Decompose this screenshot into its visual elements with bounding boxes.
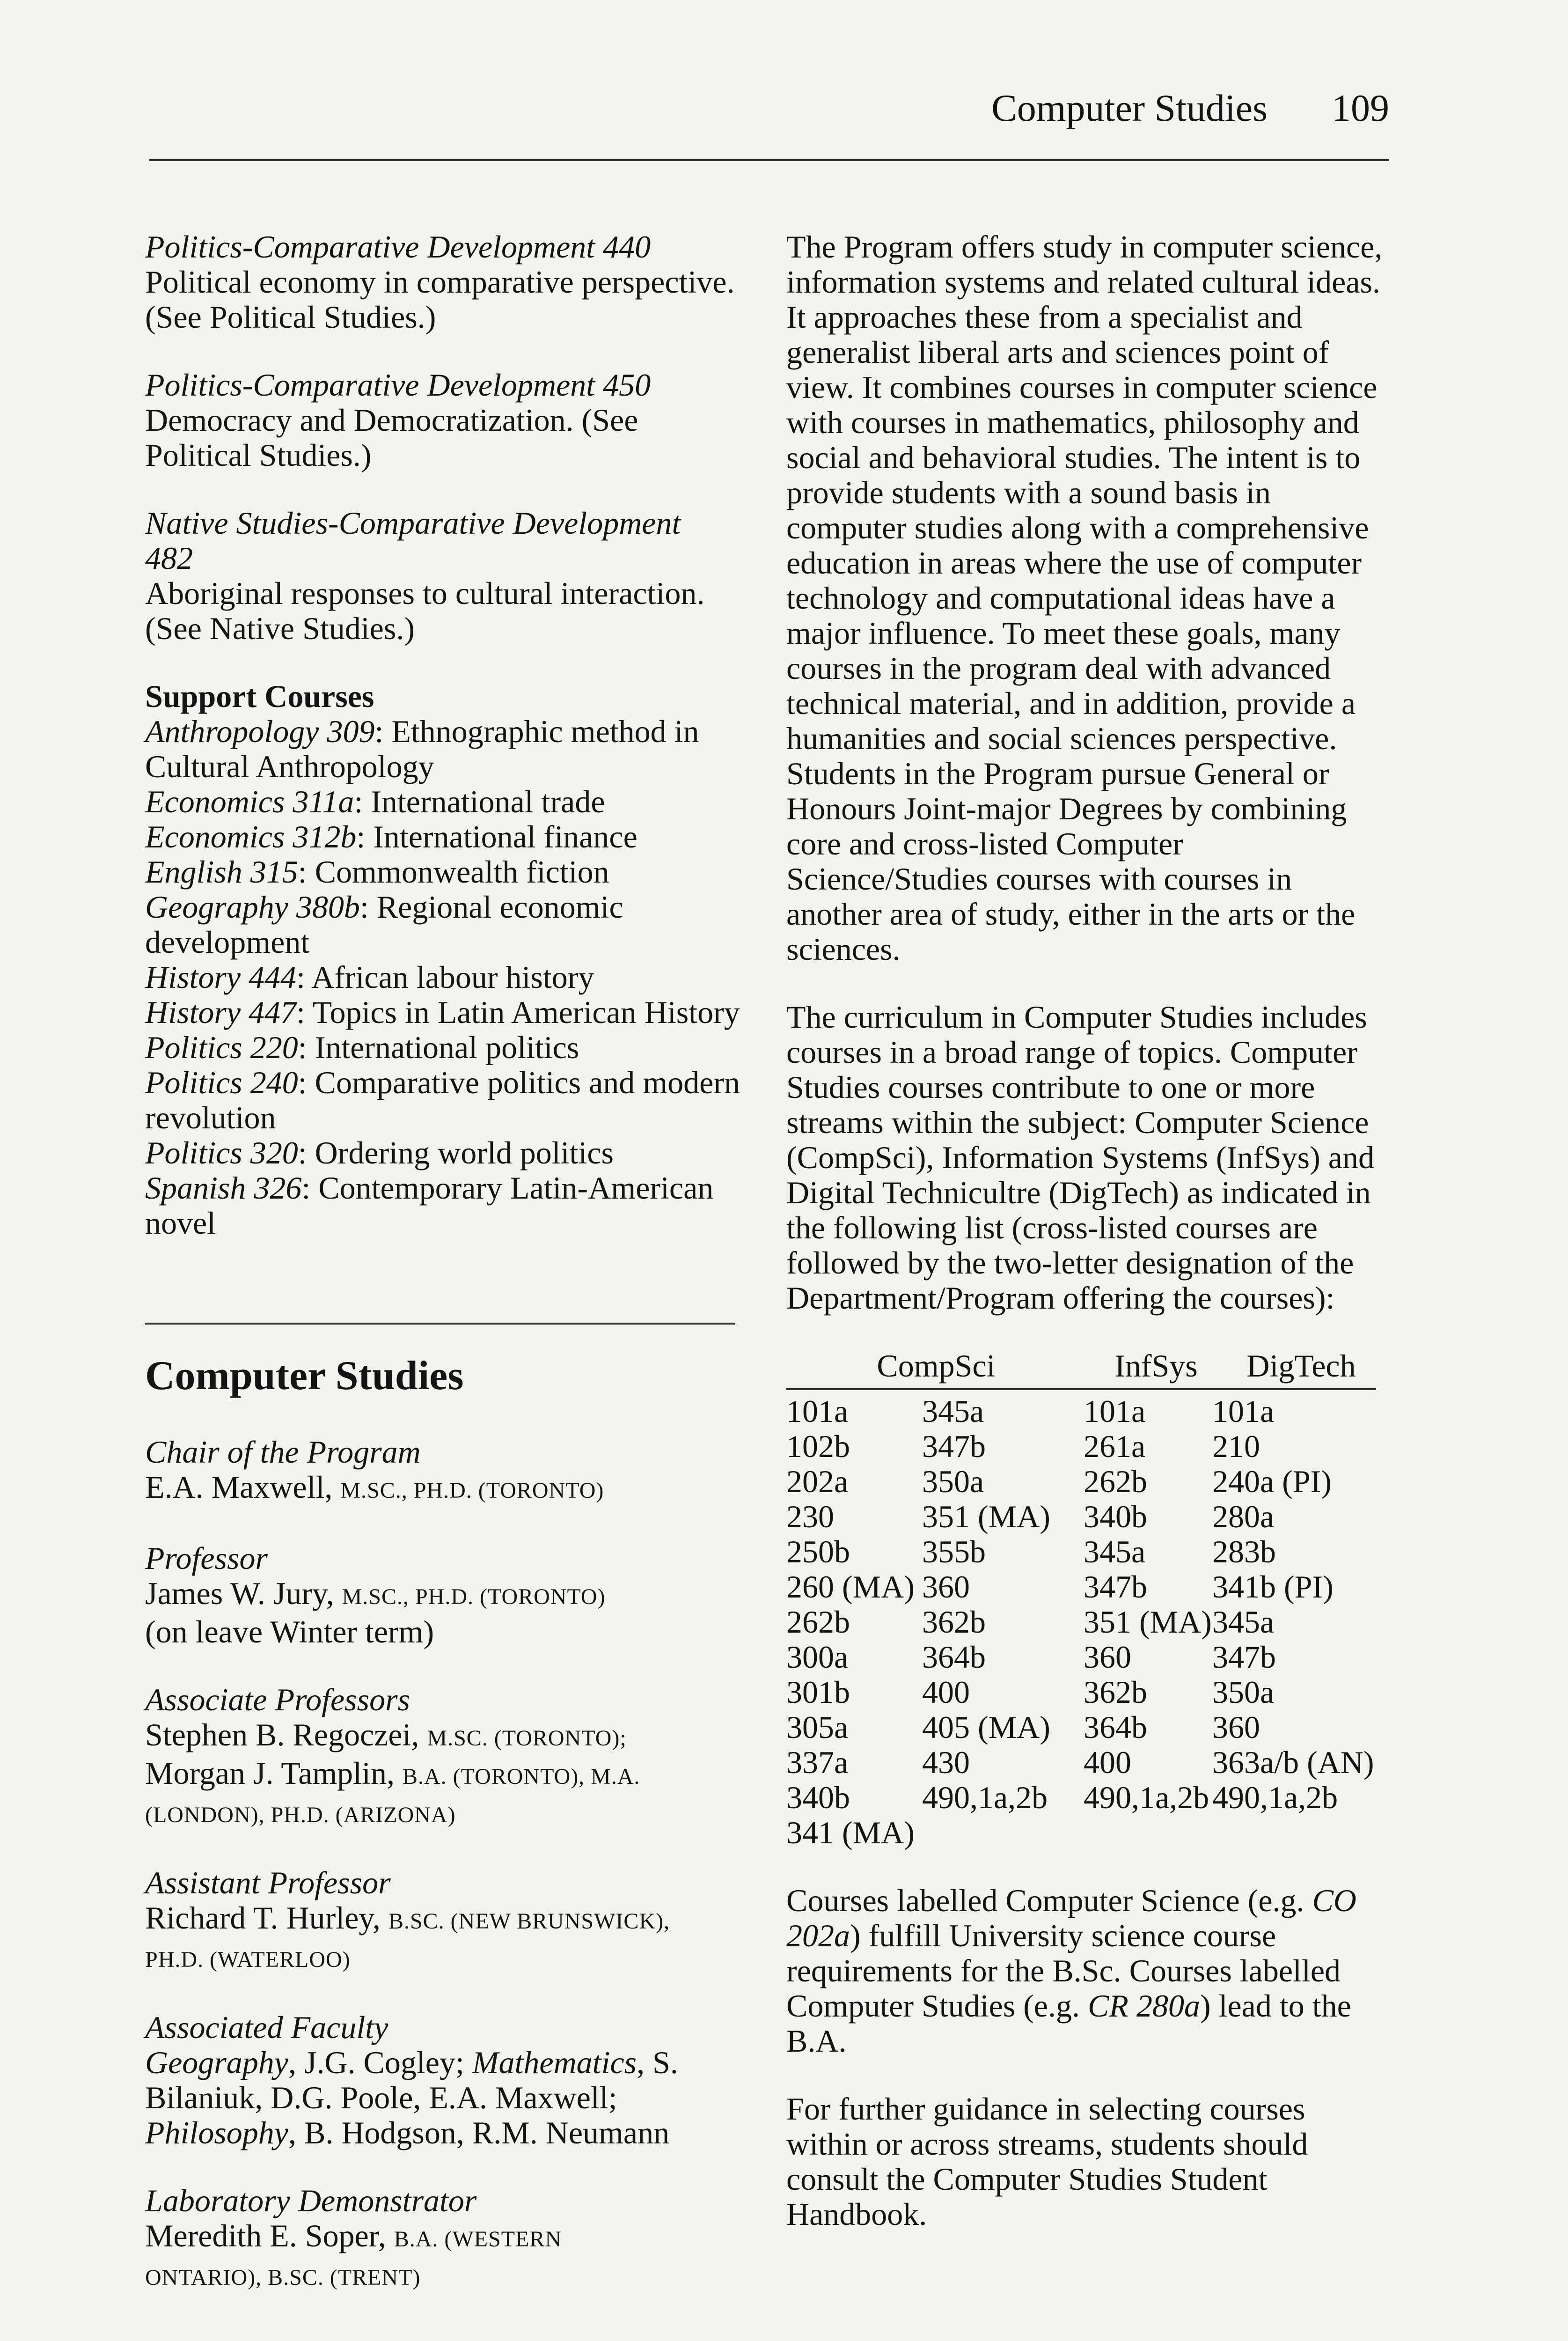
support-course: Economics 312b: International finance xyxy=(145,819,637,854)
course-streams-table xyxy=(786,1348,1376,1850)
faculty-member: James W. Jury, M.SC., PH.D. (TORONTO) xyxy=(145,1575,606,1611)
course-labels-paragraph: Courses labelled Computer Science (e.g. CO 202a) fulfill University science course requirements for the B.Sc. Courses labelled Computer Studies (e.g. CR 280a) lead to the B.A. xyxy=(786,1883,1357,2059)
support-course: Politics 240: Comparative politics and modern revolution xyxy=(145,1065,740,1135)
table-row: 230 351 (MA) 340b 280a xyxy=(786,1499,1275,1534)
support-course: History 447: Topics in Latin American History xyxy=(145,994,740,1030)
page-header xyxy=(149,84,1389,161)
right-column xyxy=(786,229,1390,2265)
faculty-lab xyxy=(145,2183,749,2295)
table-row: 101a 345a 101a 101a xyxy=(786,1393,1275,1429)
faculty-member: Meredith E. Soper, B.A. (WESTERN xyxy=(145,2218,562,2253)
support-course: Anthropology 309: Ethnographic method in Cultural Anthropology xyxy=(145,714,699,784)
table-row: 301b 400 362b 350a xyxy=(786,1674,1275,1710)
column-header-compsci: CompSci xyxy=(877,1348,996,1384)
faculty-role: Laboratory Demonstrator xyxy=(145,2183,477,2218)
page-number: 109 xyxy=(1332,87,1389,129)
table-header xyxy=(786,1348,1376,1390)
program-intro: The Program offers study in computer science, information systems and related cultural ideas. It approaches these from a specialist and generalist liberal arts and sciences point of view. It combines courses in computer science with courses in mathematics, philosophy and social and behavioral studies. The intent is to provide students with a sound basis in computer studies along with a comprehensive education in areas where the use of computer technology and computational ideas have a major influence. To meet these goals, many courses in the program deal with advanced technical material, and in addition, provide a humanities and social sciences perspective. Students in the Program pursue General or Honours Joint-major Degrees by combining core and cross-listed Computer Science/Studies courses with courses in another area of study, either in the arts or the sciences. xyxy=(786,229,1383,967)
faculty-role: Assistant Professor xyxy=(145,1865,391,1900)
table-row: 260 (MA) 360 347b 341b (PI) xyxy=(786,1569,1334,1605)
course-description: Political economy in comparative perspective. (See Political Studies.) xyxy=(145,264,735,335)
support-course: History 444: African labour history xyxy=(145,959,594,995)
section-title: Computer Studies xyxy=(145,1353,464,1399)
section-divider xyxy=(145,1323,735,1325)
faculty-role: Chair of the Program xyxy=(145,1434,421,1470)
course-title: Native Studies-Comparative Development xyxy=(145,505,681,541)
course-title: Politics-Comparative Development 440 xyxy=(145,229,651,265)
support-course: Geography 380b: Regional economic development xyxy=(145,889,623,960)
support-course: English 315: Commonwealth fiction xyxy=(145,854,609,890)
course-title: Politics-Comparative Development 450 xyxy=(145,367,651,403)
faculty-member: Stephen B. Regoczei, M.SC. (TORONTO); xyxy=(145,1717,627,1752)
table-row: 102b 347b 261a 210 xyxy=(786,1428,1260,1464)
support-course: Spanish 326: Contemporary Latin-American novel xyxy=(145,1170,714,1241)
faculty-note: (on leave Winter term) xyxy=(145,1614,434,1649)
faculty-member: Richard T. Hurley, B.SC. (NEW BRUNSWICK), xyxy=(145,1900,670,1936)
course-entry xyxy=(145,506,749,646)
table-row: 300a 364b 360 347b xyxy=(786,1639,1276,1675)
curriculum-paragraph: The curriculum in Computer Studies includes courses in a broad range of topics. Computer Studies courses contribute to one or more streams within the subject: Computer Science (CompSci), Information Systems (InfSys) and Digital Technicultre (DigTech) as indicated in the following list (cross-listed courses are followed by the two-letter designation of the Department/Program offering the courses): xyxy=(786,999,1374,1316)
table-row: 337a 430 400 363a/b (AN) xyxy=(786,1745,1374,1780)
faculty-chair xyxy=(145,1435,749,1508)
support-course: Politics 320: Ordering world politics xyxy=(145,1135,614,1170)
course-description: Democracy and Democratization. (See Political Studies.) xyxy=(145,402,638,473)
support-heading: Support Courses xyxy=(145,678,374,714)
course-description: Aboriginal responses to cultural interaction. (See Native Studies.) xyxy=(145,575,705,646)
column-header-digtech: DigTech xyxy=(1246,1348,1356,1384)
faculty-assistant xyxy=(145,1865,749,1977)
faculty-credentials: ONTARIO), B.SC. (TRENT) xyxy=(145,2265,421,2290)
associated-list: Geography, J.G. Cogley; Mathematics, S. Bilaniuk, D.G. Poole, E.A. Maxwell; Philosophy, B. Hodgson, R.M. Neumann xyxy=(145,2045,678,2150)
faculty-member: Morgan J. Tamplin, B.A. (TORONTO), M.A. xyxy=(145,1755,640,1791)
faculty-associate xyxy=(145,1682,749,1833)
faculty-associated xyxy=(145,2010,749,2150)
table-row: 305a 405 (MA) 364b 360 xyxy=(786,1709,1260,1745)
faculty-role: Associated Faculty xyxy=(145,2010,388,2045)
faculty-role: Associate Professors xyxy=(145,1682,410,1717)
faculty-professor xyxy=(145,1541,749,1649)
course-entry xyxy=(145,368,749,473)
guidance-paragraph: For further guidance in selecting courses within or across streams, students should consult the Computer Studies Student Handbook. xyxy=(786,2091,1308,2232)
table-row: 202a 350a 262b 240a (PI) xyxy=(786,1464,1332,1499)
table-row: 341 (MA) xyxy=(786,1815,915,1850)
left-column xyxy=(145,229,749,2328)
support-courses xyxy=(145,679,749,1241)
faculty-member: E.A. Maxwell, M.SC., PH.D. (TORONTO) xyxy=(145,1469,604,1505)
faculty-credentials: PH.D. (WATERLOO) xyxy=(145,1947,351,1972)
course-title-number: 482 xyxy=(145,540,193,576)
faculty-credentials: (LONDON), PH.D. (ARIZONA) xyxy=(145,1803,456,1827)
course-entry xyxy=(145,229,749,335)
table-row: 262b 362b 351 (MA) 345a xyxy=(786,1604,1275,1640)
support-course: Economics 311a: International trade xyxy=(145,784,605,819)
column-header-infsys: InfSys xyxy=(1114,1348,1198,1384)
table-row: 340b 490,1a,2b 490,1a,2b 490,1a,2b xyxy=(786,1780,1338,1815)
support-course: Politics 220: International politics xyxy=(145,1030,579,1065)
running-title: Computer Studies xyxy=(991,87,1268,129)
faculty-role: Professor xyxy=(145,1540,268,1576)
table-row: 250b 355b 345a 283b xyxy=(786,1534,1276,1569)
